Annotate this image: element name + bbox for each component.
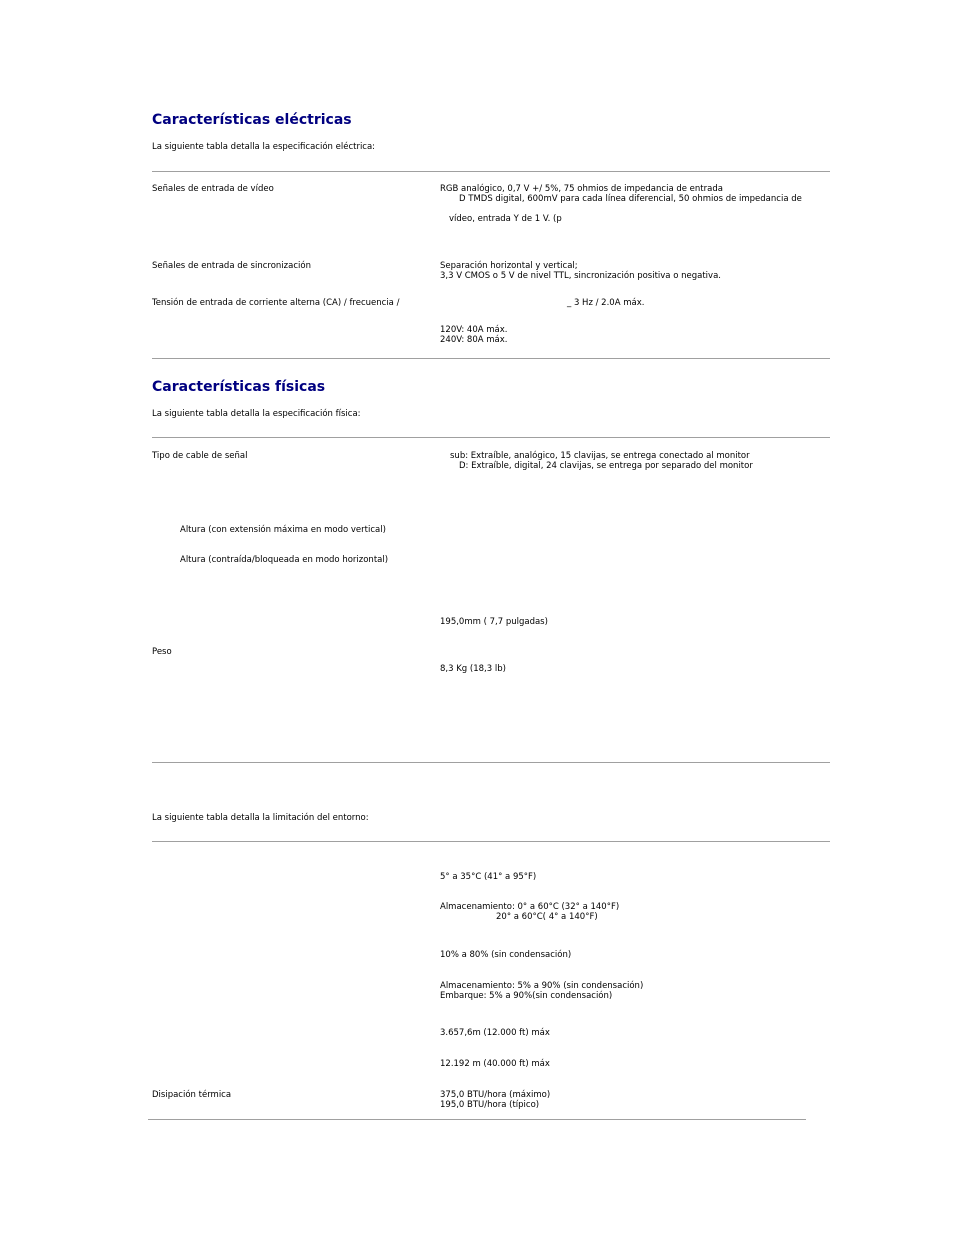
electrical-heading: Características eléctricas: [152, 112, 352, 128]
storage-humidity-value: Almacenamiento: 5% a 90% (sin condensación): [440, 981, 644, 991]
shipping-temp-value: 20° a 60°C( 4° a 140°F): [496, 912, 598, 922]
physical-heading: Características físicas: [152, 379, 326, 395]
cable-type-value-1: sub: Extraíble, analógico, 15 clavijas, se entrega conectado al monitor: [450, 451, 750, 461]
operating-altitude-value: 3.657,6m (12.000 ft) máx: [440, 1028, 550, 1038]
video-input-value-3: vídeo, entrada Y de 1 V. (p: [449, 214, 562, 224]
sync-input-value-1: Separación horizontal y vertical;: [440, 261, 578, 271]
inrush-value-1: 120V: 40A máx.: [440, 325, 508, 335]
depth-value: 195,0mm ( 7,7 pulgadas): [440, 617, 548, 627]
heat-dissipation-max: 375,0 BTU/hora (máximo): [440, 1090, 551, 1100]
divider: [148, 1119, 806, 1120]
inrush-value-2: 240V: 80A máx.: [440, 335, 508, 345]
cable-type-label: Tipo de cable de señal: [152, 451, 248, 461]
operating-temp-value: 5° a 35°C (41° a 95°F): [440, 872, 537, 882]
weight-value: 8,3 Kg (18,3 lb): [440, 664, 506, 674]
storage-altitude-value: 12.192 m (40.000 ft) máx: [440, 1059, 550, 1069]
heat-dissipation-typical: 195,0 BTU/hora (típico): [440, 1100, 540, 1110]
shipping-humidity-value: Embarque: 5% a 90%(sin condensación): [440, 991, 613, 1001]
ac-input-label: Tensión de entrada de corriente alterna (CA) / frecuencia /: [152, 298, 400, 308]
heat-dissipation-label: Disipación térmica: [152, 1090, 232, 1100]
divider: [152, 841, 830, 842]
sync-input-value-2: 3,3 V CMOS o 5 V de nivel TTL, sincronización positiva o negativa.: [440, 271, 721, 281]
weight-label: Peso: [152, 647, 172, 657]
height-extended-label: Altura (con extensión máxima en modo vertical): [180, 525, 386, 535]
video-input-label: Señales de entrada de vídeo: [152, 184, 274, 194]
video-input-value-2: D TMDS digital, 600mV para cada línea diferencial, 50 ohmios de impedancia de: [459, 194, 802, 204]
sync-input-label: Señales de entrada de sincronización: [152, 261, 311, 271]
video-input-value-1: RGB analógico, 0,7 V +/ 5%, 75 ohmios de impedancia de entrada: [440, 184, 723, 194]
physical-intro: La siguiente tabla detalla la especificación física:: [152, 409, 361, 419]
divider: [152, 437, 830, 438]
operating-humidity-value: 10% a 80% (sin condensación): [440, 950, 572, 960]
cable-type-value-2: D: Extraíble, digital, 24 clavijas, se entrega por separado del monitor: [459, 461, 753, 471]
divider: [152, 762, 830, 763]
environment-intro: La siguiente tabla detalla la limitación del entorno:: [152, 813, 369, 823]
divider: [152, 171, 830, 172]
height-compressed-label: Altura (contraída/bloqueada en modo horizontal): [180, 555, 389, 565]
divider: [152, 358, 830, 359]
ac-input-value: _ 3 Hz / 2.0A máx.: [567, 298, 645, 308]
storage-temp-value: Almacenamiento: 0° a 60°C (32° a 140°F): [440, 902, 620, 912]
electrical-intro: La siguiente tabla detalla la especificación eléctrica:: [152, 142, 376, 152]
